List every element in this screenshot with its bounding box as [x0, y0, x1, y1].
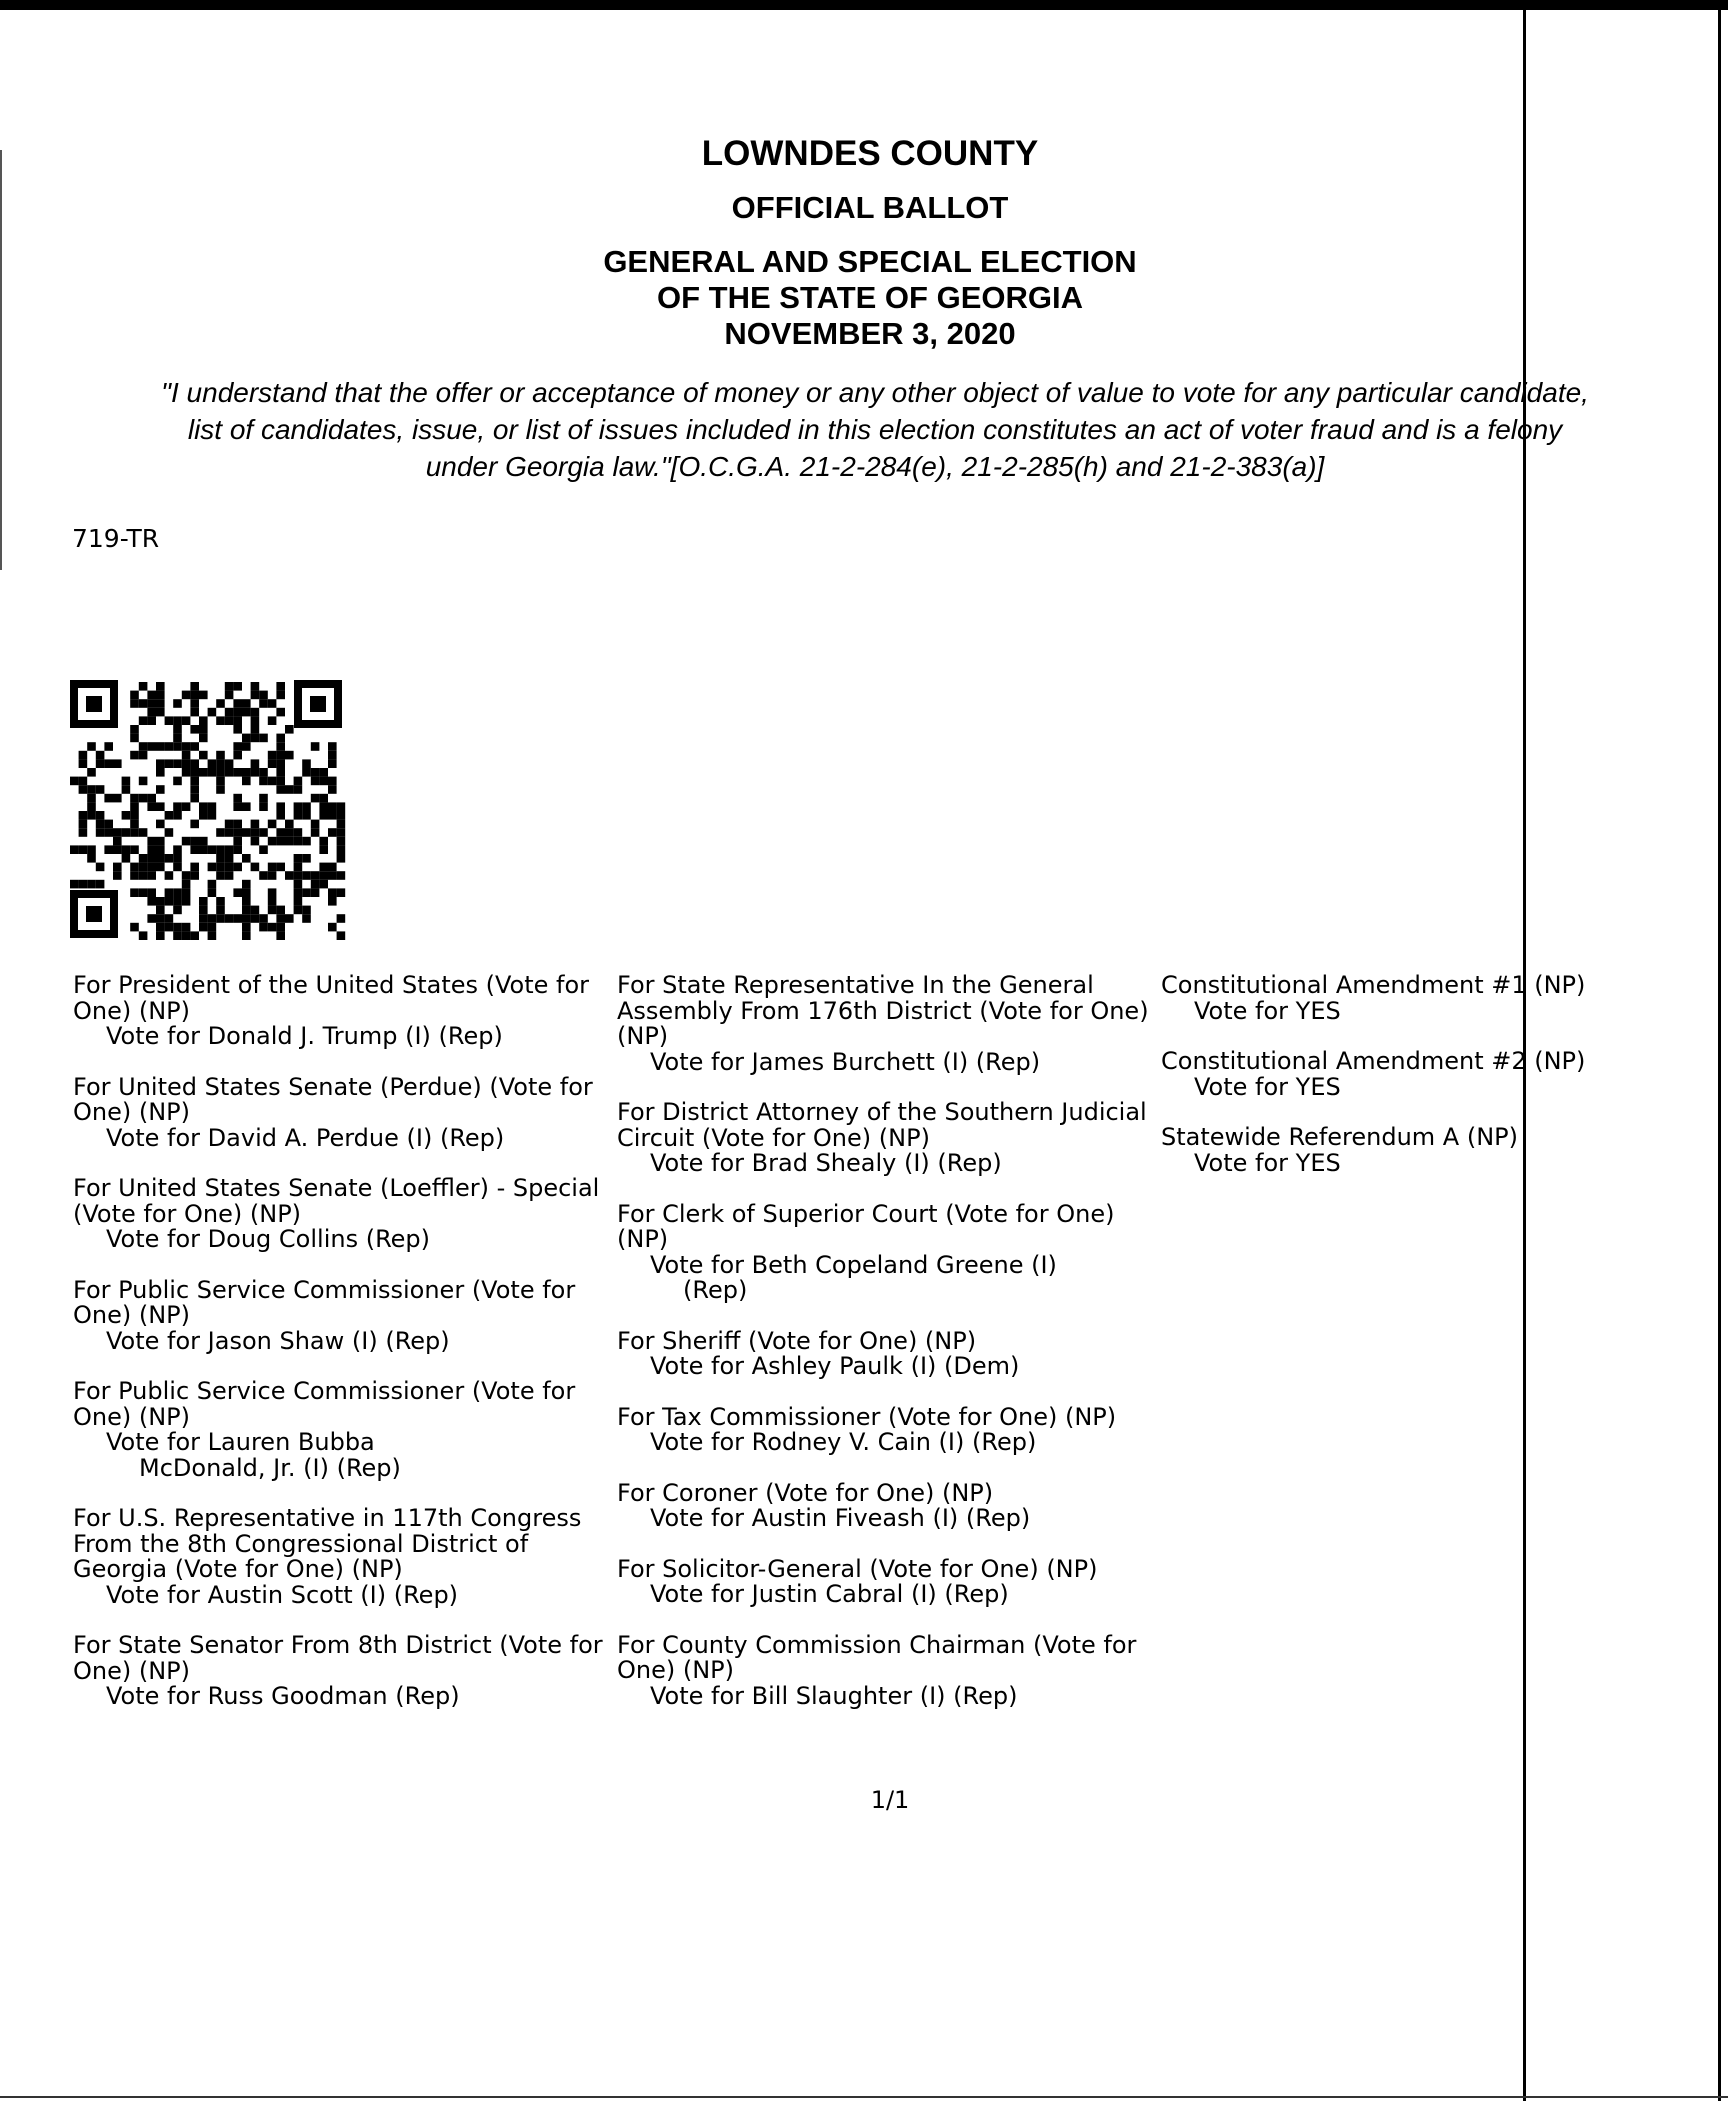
contest-title: Constitutional Amendment #2 (NP)	[1161, 1047, 1586, 1075]
contest-title: For Public Service Commissioner (Vote for One) (NP)	[73, 1275, 576, 1329]
vote-selection: Vote for Justin Cabral (I) (Rep)	[650, 1580, 1009, 1608]
contest-title: For Public Service Commissioner (Vote for One) (NP)	[73, 1377, 576, 1431]
qr-code-icon	[70, 680, 346, 940]
vote-selection: Vote for Austin Scott (I) (Rep)	[106, 1580, 459, 1609]
notice-line-2: list of candidates, issue, or list of issues included in this election constitutes an act of voter fraud and is a felony	[187, 414, 1563, 445]
contest-senate-perdue	[73, 1072, 603, 1152]
contest-title: For United States Senate (Perdue) (Vote for One) (NP)	[73, 1072, 593, 1126]
contest-title: For Tax Commissioner (Vote for One) (NP)	[617, 1402, 1117, 1431]
county-title: LOWNDES COUNTY	[701, 134, 1039, 173]
page-number: 1/1	[870, 1786, 910, 1814]
contest-amendment-2	[1161, 1049, 1681, 1100]
contest-sheriff	[617, 1326, 1157, 1380]
top-border	[0, 0, 1728, 10]
vote-selection: Vote for YES	[1194, 996, 1341, 1025]
vote-selection: Vote for David A. Perdue (I) (Rep)	[106, 1123, 505, 1152]
contest-title: Statewide Referendum A (NP)	[1161, 1123, 1518, 1151]
notice-line-3: under Georgia law."[O.C.G.A. 21-2-284(e), 21-2-285(h) and 21-2-383(a)]	[425, 451, 1325, 482]
vote-selection: Vote for James Burchett (I) (Rep)	[650, 1047, 1041, 1076]
contest-title: For State Senator From 8th District (Vote for One) (NP)	[73, 1631, 603, 1685]
contest-title: For County Commission Chairman (Vote for One) (NP)	[617, 1630, 1137, 1684]
contest-state-senator	[73, 1633, 603, 1710]
vote-selection: Vote for YES	[1194, 1148, 1341, 1177]
vote-selection: Vote for Rodney V. Cain (I) (Rep)	[650, 1428, 1037, 1456]
contest-title: For Solicitor-General (Vote for One) (NP)	[617, 1554, 1098, 1583]
contest-title: For State Representative In the General Assembly From 176th District (Vote for One) (NP)	[617, 971, 1149, 1050]
vote-selection: Vote for YES	[1194, 1072, 1341, 1101]
contest-amendment-1	[1161, 973, 1681, 1024]
contest-state-representative	[617, 973, 1157, 1075]
contest-title: For U.S. Representative in 117th Congress From the 8th Congressional District of Georgia (Vote for One) (NP)	[73, 1504, 582, 1583]
vote-selection: Vote for Doug Collins (Rep)	[106, 1225, 431, 1253]
contest-title: For President of the United States (Vote for One) (NP)	[73, 971, 590, 1025]
election-line-1: GENERAL AND SPECIAL ELECTION	[603, 244, 1137, 279]
contest-president	[73, 973, 603, 1050]
ballot-style-code: 719-TR	[72, 524, 160, 553]
contest-title: For Coroner (Vote for One) (NP)	[617, 1478, 994, 1507]
contest-clerk-superior-court	[617, 1199, 1157, 1304]
contest-title: For United States Senate (Loeffler) - Special (Vote for One) (NP)	[73, 1174, 600, 1228]
contest-county-commission-chairman	[617, 1630, 1157, 1710]
vote-selection: Vote for Donald J. Trump (I) (Rep)	[106, 1022, 503, 1050]
bottom-edge	[0, 2096, 1728, 2098]
election-title	[540, 244, 1200, 352]
vote-selection: Vote for Lauren Bubba	[106, 1428, 375, 1456]
vote-selection: Vote for Jason Shaw (I) (Rep)	[106, 1326, 450, 1355]
scan-line-far-right	[1718, 0, 1721, 2101]
vote-selection: Vote for Ashley Paulk (I) (Dem)	[650, 1352, 1020, 1380]
contest-tax-commissioner	[617, 1402, 1157, 1456]
vote-selection-continued: (Rep)	[683, 1276, 748, 1304]
contest-column-2	[617, 973, 1157, 1734]
voter-fraud-notice	[60, 374, 1690, 485]
vote-selection: Vote for Beth Copeland Greene (I)	[650, 1250, 1057, 1279]
ballot-type: OFFICIAL BALLOT	[731, 190, 1009, 225]
contest-senate-loeffler	[73, 1176, 603, 1253]
vote-selection: Vote for Austin Fiveash (I) (Rep)	[650, 1504, 1031, 1532]
contest-us-representative	[73, 1506, 603, 1608]
vote-selection: Vote for Brad Shealy (I) (Rep)	[650, 1149, 1002, 1177]
election-line-2: OF THE STATE OF GEORGIA	[657, 280, 1083, 315]
contest-district-attorney	[617, 1100, 1157, 1177]
contest-title: For Sheriff (Vote for One) (NP)	[617, 1326, 977, 1355]
contest-coroner	[617, 1478, 1157, 1532]
vote-selection: Vote for Bill Slaughter (I) (Rep)	[650, 1681, 1018, 1710]
contest-referendum-a	[1161, 1125, 1681, 1176]
notice-line-1: "I understand that the offer or acceptance of money or any other object of value to vote for any particular candidate,	[161, 377, 1589, 408]
contest-psc-1	[73, 1275, 603, 1355]
contest-column-1	[73, 973, 603, 1735]
contest-column-3	[1161, 973, 1681, 1201]
contest-psc-2	[73, 1379, 603, 1481]
contest-title: For Clerk of Superior Court (Vote for One) (NP)	[617, 1199, 1115, 1253]
contest-title: For District Attorney of the Southern Judicial Circuit (Vote for One) (NP)	[617, 1098, 1147, 1152]
left-edge	[0, 150, 2, 570]
contest-title: Constitutional Amendment #1 (NP)	[1161, 971, 1586, 999]
contest-solicitor-general	[617, 1554, 1157, 1608]
vote-selection: Vote for Russ Goodman (Rep)	[106, 1682, 460, 1710]
election-date: NOVEMBER 3, 2020	[724, 316, 1016, 351]
vote-selection-continued: McDonald, Jr. (I) (Rep)	[139, 1453, 401, 1482]
